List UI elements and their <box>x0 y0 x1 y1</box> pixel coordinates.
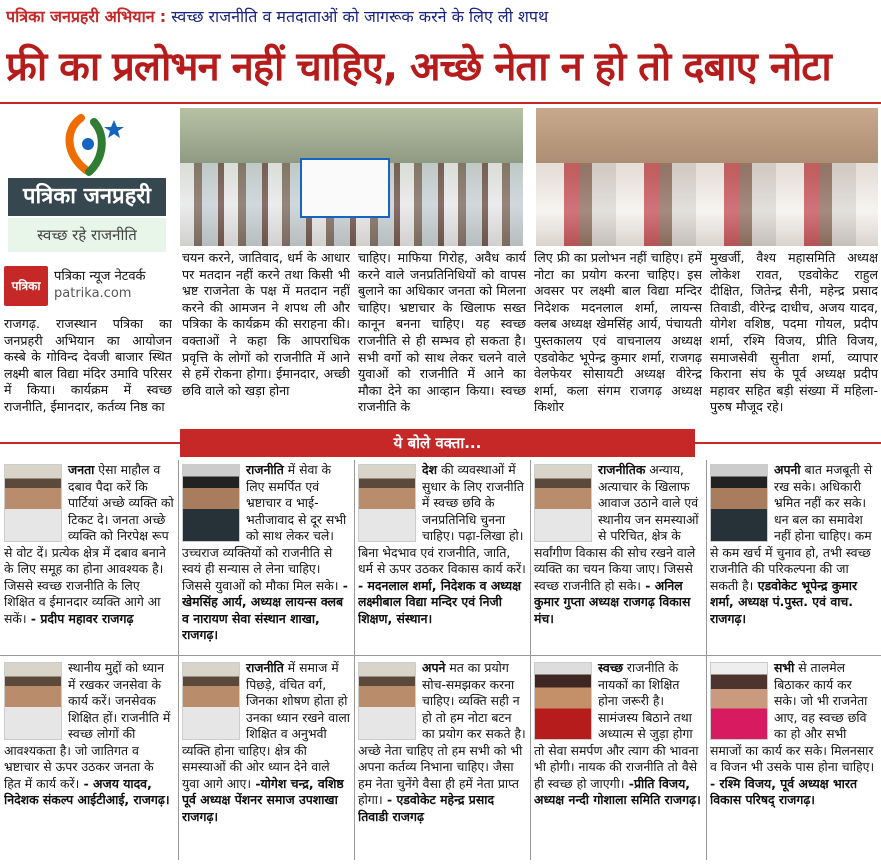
section-title: ये बोले वक्ता... <box>180 429 695 457</box>
speaker-portrait <box>710 464 768 542</box>
speaker-portrait <box>710 662 768 740</box>
article-column-5: मुखर्जी, वैश्य महासमिति अध्यक्ष लोकेश रावत, एडवोकेट राहुल दीक्षित, जितेन्द्र सैनी, महेन्द्र प्रसाद तिवाडी, वीरेन्द्र दाधीच, अजय यादव, योगेश वशिष्ठ, पदमा गोयल, प्रदीप शर्मा, रश्मि विजय, प्रीति विजय, समाजसेवी सुनीता शर्मा, व्यापार किराना संघ के पूर्व अध्यक्ष प्रदीप महावर सहित बड़ी संख्या में महिला-पुरुष मौजूद रहे। <box>710 250 878 415</box>
quote-text: ऐसा माहौल व दबाव पैदा करें कि पार्टियां अच्छे व्यक्ति को टिकट दे। जनता अच्छे व्यक्ति को निरपेक्ष रूप से वोट दें। प्रत्येक क्षेत्र में दबाव बनाने के लिए समूह का होना आवश्यक है। जिससे स्वच्छ राजनीति के लिए शिक्षित व ईमानदार व्यक्ति आगे आ सकें। <box>4 462 174 626</box>
byline-network: पत्रिका न्यूज नेटवर्क <box>54 269 146 284</box>
speaker-quote <box>4 660 174 860</box>
quote-lead: अपने <box>422 660 446 675</box>
speaker-portrait <box>358 464 416 542</box>
speaker-quote <box>534 660 702 860</box>
quote-lead: देश <box>422 462 438 477</box>
quote-signature: - एडवोकेट महेन्द्र प्रसाद तिवाडी राजगढ़ <box>358 792 495 824</box>
speaker-quote <box>358 660 526 860</box>
article-column-4: लिए फ्री का प्रलोभन नहीं चाहिए। हमें नोटा का प्रयोग करना चाहिए। इस अवसर पर लक्ष्मी बाल विद्या मन्दिर निदेशक मदनलाल शर्मा, लायन्स क्लब अध्यक्ष खेमसिंह आर्य, पंचायती पुस्तकालय एवं वाचनालय अध्यक्ष एडवोकेट भूपेन्द्र कुमार शर्मा, राजगढ़ वेलफेयर सोसायटी अध्यक्ष वीरेन्द्र शर्मा, कला संगम राजगढ़ अध्यक्ष किशोर <box>534 250 702 415</box>
campaign-logo <box>4 108 172 258</box>
quote-signature: - खेमसिंह आर्य, अध्यक्ष लायन्स क्लब व नारायण सेवा संस्थान शाखा, राजगढ़। <box>182 577 348 642</box>
patrika-badge: पत्रिका <box>4 266 48 306</box>
row-divider <box>0 655 881 656</box>
logo-name: पत्रिका जनप्रहरी <box>8 178 166 216</box>
event-photo-1 <box>180 108 523 246</box>
logo-emblem-icon <box>56 110 126 180</box>
photo-crowd <box>536 163 878 246</box>
quote-lead: सभी <box>774 660 795 675</box>
speaker-quote <box>182 462 350 652</box>
quote-text: मत का प्रयोग सोच-समझकर करना चाहिए। व्यक्ति सही न हो तो हम नोटा बटन का प्रयोग कर सकते है। अच्छे नेता चाहिए तो हम सभी को भी अपना कर्तव्य निभाना चाहिए। जैसा हम नेता चुनेंगे वैसा ही हमें नेता प्राप्त होगा। <box>358 660 526 807</box>
column-divider <box>530 460 531 860</box>
column-divider <box>706 460 707 860</box>
quote-text: बात मजबूती से रख सके। अधिकारी भ्रमित नहीं कर सके। धन बल का समावेश नहीं होना चाहिए। कम से कम खर्च में चुनाव हो, तभी स्वच्छ राजनीति की परिकल्पना की जा सकती है। <box>710 462 873 593</box>
speaker-quote <box>710 660 878 860</box>
event-photo-2 <box>536 108 878 246</box>
quote-text: में समाज में पिछड़े, वंचित वर्ग, जिनका शोषण होता हो उनका ध्यान रखने वाला शिक्षित व अनुभवी व्यक्ति होना चाहिए। क्षेत्र की समस्याओं की ओर ध्यान देने वाले युवा आगे आए। <box>182 660 350 791</box>
quote-lead: स्वच्छ <box>598 660 623 675</box>
quote-signature: - अनिल कुमार गुप्ता अध्यक्ष राजगढ़ विकास मंच। <box>534 577 691 626</box>
quote-lead: जनता <box>68 462 95 477</box>
kicker-separator: : <box>159 7 167 26</box>
speaker-portrait <box>358 662 416 740</box>
quote-text: की व्यवस्थाओं में सुधार के लिए राजनीति में स्वच्छ छवि के जनप्रतिनिधि चुनना चाहिए। पढ़ा-लिखा हो। बिना भेदभाव एवं राजनीति, जाति, धर्म से ऊपर उठकर विकास कार्य करें। <box>358 462 526 576</box>
quote-signature: - अजय यादव, निदेशक संकल्प आईटीआई, राजगढ़। <box>4 775 170 807</box>
quote-signature: - प्रदीप महावर राजगढ़ <box>26 610 134 626</box>
byline <box>4 262 174 312</box>
speaker-portrait <box>182 464 240 542</box>
article-column-2: चयन करने, जातिवाद, धर्म के आधार पर मतदान नहीं करने तथा किसी भी भ्रष्ट राजनेता के पक्ष में मतदान नहीं करने की आमजन ने शपथ ली और पत्रिका के कार्यक्रम की सराहना की। वक्ताओं ने कहा कि आपराधिक प्रवृत्ति के लोगों को राजनीति में आने से हमें रोकना होगा। ईमानदार, अच्छी छवि वाले को खड़ा होना <box>182 250 350 398</box>
quote-signature: एडवोकेट भूपेन्द्र कुमार शर्मा, अध्यक्ष पं.पुस्त. एवं वाच. राजगढ़। <box>710 577 858 626</box>
speaker-portrait <box>182 662 240 740</box>
quote-signature: - मदनलाल शर्मा, निदेशक व अध्यक्ष लक्ष्मीबाल विद्या मन्दिर एवं निजी शिक्षण, संस्थान। <box>358 577 522 626</box>
quote-lead: राजनीति <box>246 462 284 477</box>
campaign-name: पत्रिका जनप्रहरी अभियान <box>6 7 155 26</box>
quote-lead: राजनीति <box>246 660 284 675</box>
headline-rule <box>0 102 881 104</box>
quote-signature: -योगेश चन्द्र, वशिष्ठ पूर्व अध्यक्ष पेंशनर समाज उपशाखा राजगढ़। <box>182 775 344 824</box>
speaker-quote <box>534 462 702 652</box>
article-column-3: चाहिए। माफिया गिरोह, अवैध कार्य करने वाले जनप्रतिनिधियों को वापस बुलाने का अधिकार जनता को मिलना चाहिए। भ्रष्टाचार के खिलाफ सख्त कानून बनना चाहिए। यह स्वच्छ राजनीति से ही सम्भव हो सकता है। सभी वर्गो को साथ लेकर चलने वाले युवाओं को राजनीति में आने का मौका देने का आव्हान किया। स्वच्छ राजनीति के <box>358 250 526 415</box>
speaker-quote <box>710 462 878 652</box>
speaker-portrait <box>4 662 62 740</box>
kicker-subhead: स्वच्छ राजनीति व मतदाताओं को जागरूक करने के लिए ली शपथ <box>171 7 549 26</box>
photo-banner <box>300 158 390 218</box>
logo-tagline: स्वच्छ रहे राजनीति <box>8 218 166 252</box>
article-column-1: राजगढ़. राजस्थान पत्रिका का जनप्रहरी अभियान का आयोजन कस्बे के गोविन्द देवजी बाजार स्थित लक्ष्मी बाल विद्या मंदिर उमावि परिसर में किया। कार्यक्रम में स्वच्छ राजनीति, ईमानदार, कर्तव्य निष्ठ का <box>4 316 172 414</box>
quote-lead: राजनीतिक <box>598 462 646 477</box>
quote-signature: -प्रीति विजय, अध्यक्ष नन्दी गोशाला समिति राजगढ़। <box>534 775 701 807</box>
quote-text: अन्याय, अत्याचार के खिलाफ आवाज उठाने वाले एवं स्थानीय जन समस्याओं से परिचित, क्षेत्र के सर्वांगीण विकास की सोच रखने वाले व्यक्ति का चयन किया जाए। जिससे स्वच्छ राजनीति हो सके। <box>534 462 699 593</box>
speaker-portrait <box>534 662 592 740</box>
column-divider <box>354 460 355 860</box>
speaker-quote <box>358 462 526 652</box>
speaker-quote <box>182 660 350 860</box>
quote-text: से तालमेल बिठाकर कार्य कर सके। जो भी राजनेता आए, वह स्वच्छ छवि का हो और सभी समाजों का कार्य कर सके। मिलनसार व विजन भी उसके पास होना चाहिए। <box>710 660 875 774</box>
column-divider <box>178 460 179 860</box>
speaker-portrait <box>4 464 62 542</box>
quote-signature: - रश्मि विजय, पूर्व अध्यक्ष भारत विकास परिषद् राजगढ़। <box>710 775 858 807</box>
byline-site: patrika.com <box>54 286 132 301</box>
speaker-quote <box>4 462 174 652</box>
quote-lead: अपनी <box>774 462 801 477</box>
quote-text: राजनीति के नायकों का शिक्षित होना जरूरी है। सामंजस्य बिठाने तथा अध्यात्म से जुड़ा होगा तो सेवा समर्पण और त्याग की भावना भी होगी। नायक की राजनीति तो वैसे ही स्वच्छ हो जाएगी। <box>534 660 699 791</box>
kicker-line <box>6 4 876 30</box>
headline: फ्री का प्रलोभन नहीं चाहिए, अच्छे नेता न हो तो दबाए नोटा <box>6 44 831 90</box>
quote-text: में सेवा के लिए समर्पित एवं भ्रष्टाचार व भाई-भतीजावाद से दूर सभी को साथ लेकर चले। उच्चराज व्यक्तियों को राजनीति से स्वयं ही सन्यास ले लेना चाहिए। जिससे युवाओं को मौका मिल सके। <box>182 462 347 593</box>
quote-text: स्थानीय मुद्दों को ध्यान में रखकर जनसेवा के कार्य करें। जनसेवक शिक्षित हों। राजनीति में स्वच्छ लोगों की आवश्यकता है। जो जातिगत व भ्रष्टाचार से ऊपर उठकर जनता के हित में कार्य करें। <box>4 660 171 791</box>
speaker-portrait <box>534 464 592 542</box>
